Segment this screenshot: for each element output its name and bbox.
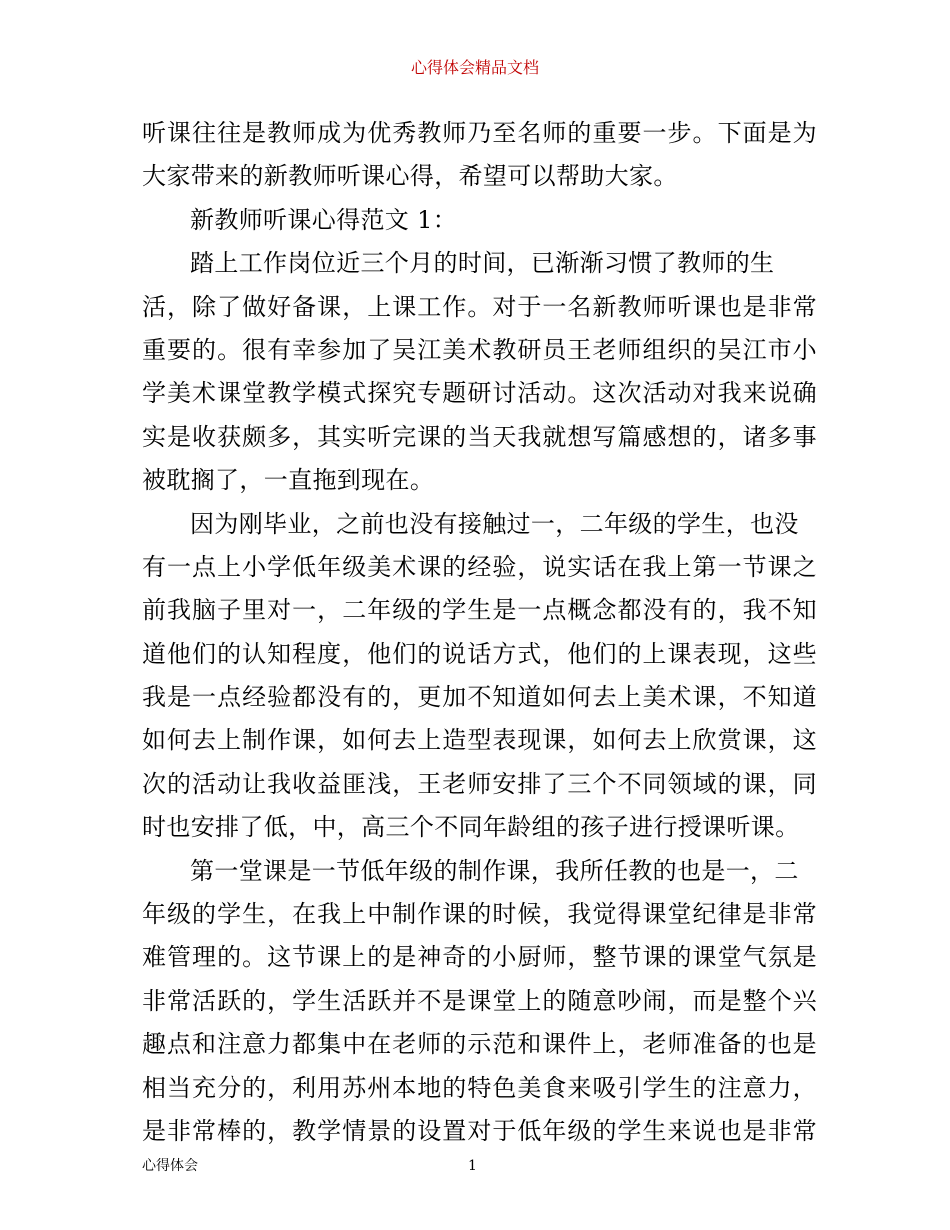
text-line: 听课往往是教师成为优秀教师乃至名师的重要一步。下面是为 [142, 119, 817, 147]
page-number: 1 [468, 1158, 477, 1174]
text-line: 有一点上小学低年级美术课的经验，说实话在我上第一节课之 [142, 552, 817, 581]
document-body [142, 112, 817, 1153]
text-line: 时也安排了低，中，高三个不同年龄组的孩子进行授课听课。 [142, 813, 800, 842]
text-line: 学美术课堂教学模式探究专题研讨活动。这次活动对我来说确 [142, 379, 817, 408]
text-line: 次的活动让我收益匪浅，王老师安排了三个不同领域的课，同 [142, 769, 817, 798]
text-line: 难管理的。这节课上的是神奇的小厨师，整节课的课堂气氛是 [142, 943, 817, 972]
text-line: 道他们的认知程度，他们的说话方式，他们的上课表现，这些 [142, 639, 817, 668]
text-line: 如何去上制作课，如何去上造型表现课，如何去上欣赏课，这 [142, 726, 817, 755]
text-line: 大家带来的新教师听课心得，希望可以帮助大家。 [142, 162, 678, 191]
text-line: 踏上工作岗位近三个月的时间，已渐渐习惯了教师的生 [190, 249, 775, 278]
text-line: 实是收获颇多，其实听完课的当天我就想写篇感想的，诸多事 [142, 422, 817, 451]
text-line: 年级的学生，在我上中制作课的时候，我觉得课堂纪律是非常 [142, 900, 817, 929]
text-line: 前我脑子里对一，二年级的学生是一点概念都没有的，我不知 [142, 596, 817, 625]
document-header-title: 心得体会精品文档 [410, 58, 539, 77]
text-line: 因为刚毕业，之前也没有接触过一，二年级的学生，也没 [190, 509, 799, 538]
text-line: 重要的。很有幸参加了吴江美术教研员王老师组织的吴江市小 [142, 335, 817, 364]
text-line: 被耽搁了，一直拖到现在。 [142, 466, 435, 495]
text-line: 趣点和注意力都集中在老师的示范和课件上，老师准备的也是 [142, 1030, 817, 1059]
text-line: 是非常棒的，教学情景的设置对于低年级的学生来说也是非常 [142, 1116, 817, 1145]
section-heading: 新教师听课心得范文 1： [190, 205, 458, 234]
text-line: 第一堂课是一节低年级的制作课，我所任教的也是一，二 [190, 856, 799, 885]
text-line: 活，除了做好备课，上课工作。对于一名新教师听课也是非常 [142, 292, 817, 321]
footer-label: 心得体会 [142, 1158, 198, 1174]
text-line: 我是一点经验都没有的，更加不知道如何去上美术课，不知道 [142, 683, 817, 712]
text-line: 相当充分的，利用苏州本地的特色美食来吸引学生的注意力， [142, 1073, 817, 1102]
text-line: 非常活跃的，学生活跃并不是课堂上的随意吵闹，而是整个兴 [142, 986, 817, 1015]
